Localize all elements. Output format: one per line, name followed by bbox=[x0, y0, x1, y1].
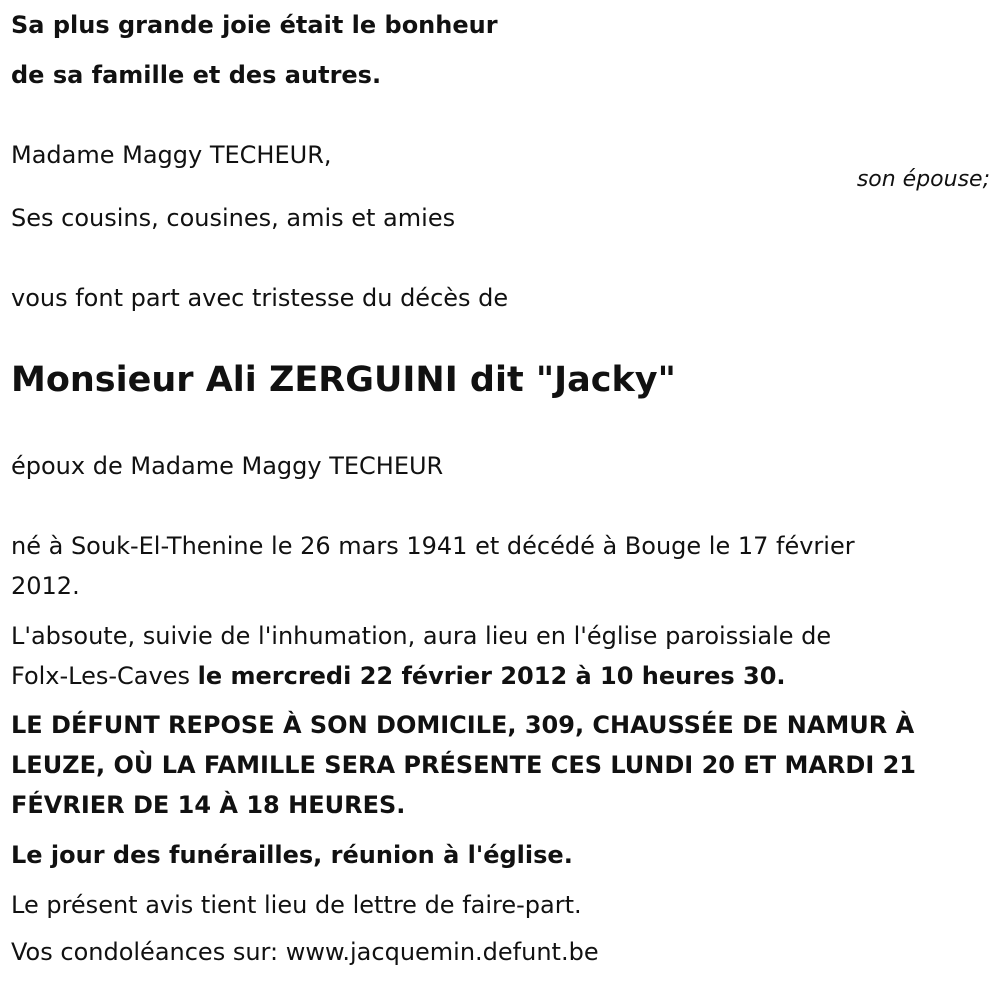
spouse-name: Madame Maggy TECHEUR, bbox=[11, 141, 332, 169]
epigraph-line-1: Sa plus grande joie était le bonheur bbox=[11, 11, 498, 39]
notice-text: Le présent avis tient lieu de lettre de faire-part. bbox=[11, 891, 582, 919]
condolences-text: Vos condoléances sur: www.jacquemin.defunt.be bbox=[11, 938, 599, 966]
ceremony-line-1: L'absoute, suivie de l'inhumation, aura lieu en l'église paroissiale de bbox=[11, 622, 832, 650]
visitation-line-3: FÉVRIER DE 14 À 18 HEURES. bbox=[11, 791, 406, 819]
birth-death-line-2: 2012. bbox=[11, 572, 80, 600]
gathering-note: Le jour des funérailles, réunion à l'église. bbox=[11, 841, 573, 869]
deceased-spouse-of: époux de Madame Maggy TECHEUR bbox=[11, 452, 444, 480]
ceremony-place: Folx-Les-Caves bbox=[11, 662, 198, 690]
announcement-text: vous font part avec tristesse du décès de bbox=[11, 284, 509, 312]
ceremony-date: le mercredi 22 février 2012 à 10 heures 30. bbox=[197, 662, 786, 690]
epigraph-line-2: de sa famille et des autres. bbox=[11, 61, 382, 89]
spouse-role: son épouse; bbox=[856, 167, 990, 192]
visitation-line-1: LE DÉFUNT REPOSE À SON DOMICILE, 309, CHAUSSÉE DE NAMUR À bbox=[11, 711, 915, 739]
birth-death-line-1: né à Souk-El-Thenine le 26 mars 1941 et décédé à Bouge le 17 février bbox=[11, 532, 855, 560]
ceremony-line-2 bbox=[11, 656, 786, 696]
visitation-line-2: LEUZE, OÙ LA FAMILLE SERA PRÉSENTE CES LUNDI 20 ET MARDI 21 bbox=[11, 751, 917, 779]
family-others: Ses cousins, cousines, amis et amies bbox=[11, 204, 456, 232]
deceased-name: Monsieur Ali ZERGUINI dit "Jacky" bbox=[11, 360, 676, 400]
